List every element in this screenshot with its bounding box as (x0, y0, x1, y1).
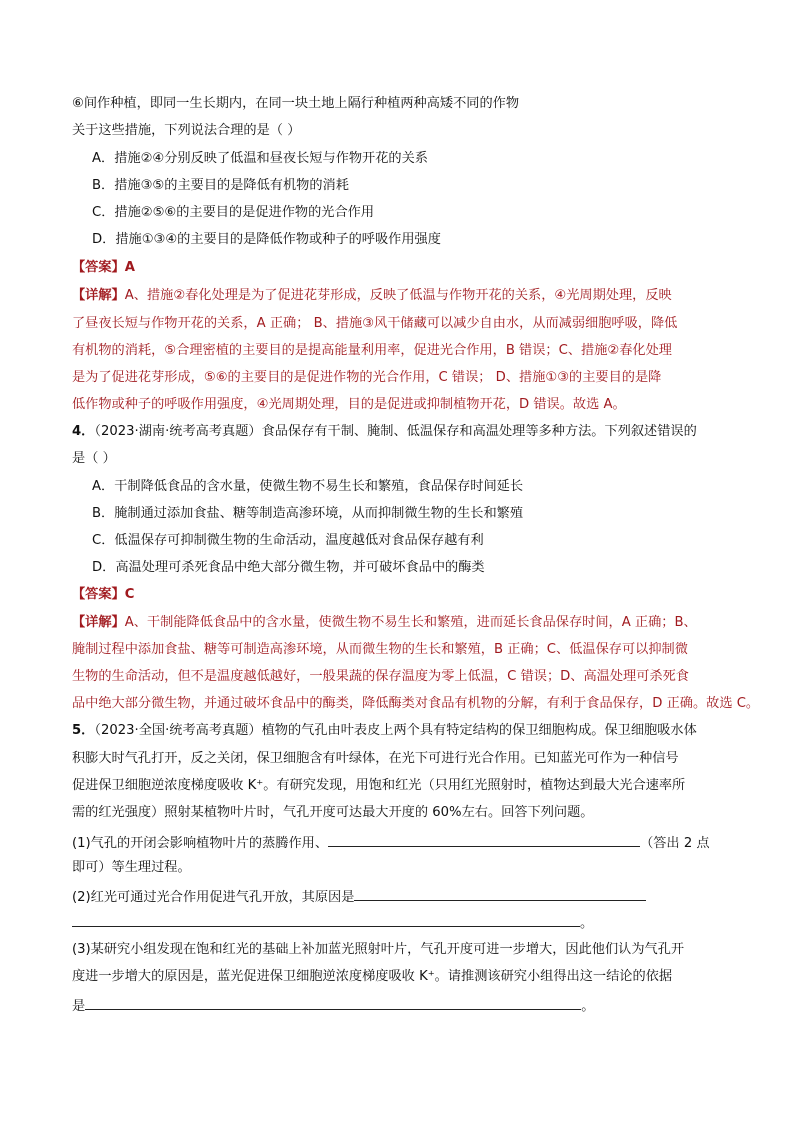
q3-explain-line: 了昼夜长短与作物开花的关系，A 正确； B、措施③风干储藏可以减少自由水，从而减弱细胞呼吸，降低 (72, 316, 678, 331)
answer-blank[interactable] (72, 912, 580, 927)
q4-option-d: D．高温处理可杀死食品中绝大部分微生物，并可破坏食品中的酶类 (92, 560, 485, 575)
question-text: 食品保存有干制、腌制、低温保存和高温处理等多种方法。下列叙述错误的 (261, 424, 697, 439)
q4-explain-line (72, 614, 732, 632)
question-source: （2023·全国·统考高考真题） (94, 723, 262, 738)
answer-blank[interactable] (328, 832, 640, 847)
q4-option-c: C．低温保存可抑制微生物的生命活动，温度越低对食品保存越有利 (92, 533, 484, 548)
answer-label: 【答案】 (72, 587, 125, 602)
answer-blank[interactable] (85, 995, 581, 1010)
answer-value: A (124, 260, 135, 275)
answer-blank[interactable] (354, 886, 646, 901)
q3-explain-line (72, 287, 732, 305)
q3-option-a: A．措施②④分别反映了低温和昼夜长短与作物开花的关系 (92, 151, 428, 166)
q5-sub2-cont (72, 912, 732, 933)
q4-option-a: A．干制降低食品的含水量，使微生物不易生长和繁殖，食品保存时间延长 (92, 479, 524, 494)
q5-stem-line: 积膨大时气孔打开，反之关闭，保卫细胞含有叶绿体，在光下可进行光合作用。已知蓝光可作为一种信号 (72, 751, 679, 766)
answer-label: 【答案】 (72, 260, 125, 275)
q5-stem-line (72, 722, 732, 740)
question-number: 5． (72, 723, 95, 738)
q5-sub3-answer (72, 995, 732, 1016)
q4-stem-line: 是（ ） (72, 451, 116, 466)
q5-stem-line: 促进保卫细胞逆浓度梯度吸收 K⁺。有研究发现，用饱和红光（只用红光照射时，植物达到最大光合速率所 (72, 778, 686, 793)
q3-explain-line: 低作物或种子的呼吸作用强度，④光周期处理，目的是促进或抑制植物开花，D 错误。故选 A。 (72, 397, 626, 412)
q5-sub1-cont: 即可）等生理过程。 (72, 860, 191, 875)
sub1-hint: （答出 2 点 (640, 836, 710, 851)
q5-sub2 (72, 886, 732, 907)
q3-stem: 关于这些措施，下列说法合理的是（ ） (72, 123, 301, 138)
q4-explain-line: 生物的生命活动，但不是温度越低越好，一般果蔬的保存温度为零上低温，C 错误；D、高温处理可杀死食 (72, 669, 689, 684)
sub1-text: (1)气孔的开闭会影响植物叶片的蒸腾作用、 (72, 836, 329, 851)
question-source: （2023·湖南·统考高考真题） (94, 424, 262, 439)
q3-answer (72, 259, 732, 277)
q3-explain-line: 有机物的消耗，⑤合理密植的主要目的是提高能量利用率，促进光合作用，B 错误；C、措施②春化处理 (72, 343, 672, 358)
explain-label: 【详解】 (72, 288, 125, 303)
explain-label: 【详解】 (72, 615, 125, 630)
sub2-end: 。 (580, 916, 594, 931)
question-number: 4． (72, 424, 95, 439)
q3-option-d: D．措施①③④的主要目的是降低作物或种子的呼吸作用强度 (92, 232, 441, 247)
sub3-text: 是 (72, 999, 86, 1014)
explain-text: A、措施②春化处理是为了促进花芽形成，反映了低温与作物开花的关系，④光周期处理，反映 (124, 288, 672, 303)
q5-sub3-line: 度进一步增大的原因是，蓝光促进保卫细胞逆浓度梯度吸收 K⁺。请推测该研究小组得出这一结论的依据 (72, 969, 673, 984)
q3-option-c: C．措施②⑤⑥的主要目的是促进作物的光合作用 (92, 205, 375, 220)
q5-sub1 (72, 832, 732, 853)
q3-explain-line: 是为了促进花芽形成，⑤⑥的主要目的是促进作物的光合作用，C 错误； D、措施①③的主要目的是降 (72, 370, 662, 385)
question-text: 植物的气孔由叶表皮上两个具有特定结构的保卫细胞构成。保卫细胞吸水体 (261, 723, 697, 738)
q4-stem-line (72, 423, 732, 441)
q4-option-b: B．腌制通过添加食盐、糖等制造高渗环境，从而抑制微生物的生长和繁殖 (92, 506, 524, 521)
sub3-end: 。 (581, 999, 595, 1014)
q3-measure-6: ⑥间作种植，即同一生长期内，在同一块土地上隔行种植两种高矮不同的作物 (72, 96, 520, 111)
q5-sub3-line: (3)某研究小组发现在饱和红光的基础上补加蓝光照射叶片，气孔开度可进一步增大，因此他们认为气孔开 (72, 942, 685, 957)
q4-explain-line: 腌制过程中添加食盐、糖等可制造高渗环境，从而微生物的生长和繁殖，B 正确；C、低温保存可以抑制微 (72, 642, 688, 657)
q4-answer (72, 586, 732, 604)
q3-option-b: B．措施③⑤的主要目的是降低有机物的消耗 (92, 178, 349, 193)
sub2-text: (2)红光可通过光合作用促进气孔开放，其原因是 (72, 890, 355, 905)
q4-explain-line: 品中绝大部分微生物，并通过破坏食品中的酶类，降低酶类对食品有机物的分解，有利于食品保存，D 正确。故选 C。 (72, 696, 760, 711)
answer-value: C (124, 587, 135, 602)
q5-stem-line: 需的红光强度）照射某植物叶片时，气孔开度可达最大开度的 60%左右。回答下列问题。 (72, 805, 594, 820)
explain-text: A、干制能降低食品中的含水量，使微生物不易生长和繁殖，进而延长食品保存时间，A 正确；B、 (124, 615, 697, 630)
